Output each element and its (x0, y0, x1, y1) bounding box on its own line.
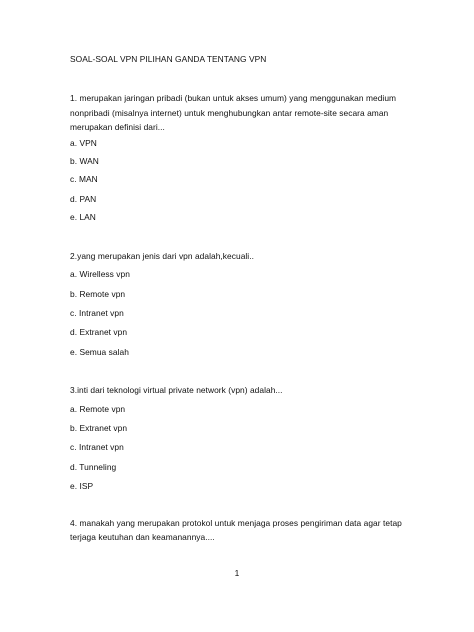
question-2-option-e: e. Semua salah (70, 347, 129, 357)
question-1-option-a: a. VPN (70, 138, 97, 148)
question-3-option-e: e. ISP (70, 481, 94, 491)
question-2-option-a: a. Wirelless vpn (70, 269, 130, 279)
question-1-option-b: b. WAN (70, 156, 99, 166)
question-1-option-e: e. LAN (70, 212, 96, 222)
question-4-line-2: terjaga keutuhan dan keamanannya.... (70, 532, 215, 542)
question-3-option-d: d. Tunneling (70, 462, 117, 472)
question-1-option-c: c. MAN (70, 174, 98, 184)
page-number: 1 (234, 568, 240, 578)
question-4-line-1: 4. manakah yang merupakan protokol untuk menjaga proses pengiriman data agar tetap (70, 518, 402, 528)
question-2-line-1: 2.yang merupakan jenis dari vpn adalah,kecuali.. (70, 251, 254, 261)
question-3-line-1: 3.inti dari teknologi virtual private network (vpn) adalah... (70, 385, 283, 395)
question-1-option-d: d. PAN (70, 194, 97, 204)
question-2-option-c: c. Intranet vpn (70, 308, 124, 318)
question-2-option-b: b. Remote vpn (70, 289, 126, 299)
question-3-option-a: a. Remote vpn (70, 404, 126, 414)
question-2-option-d: d. Extranet vpn (70, 327, 128, 337)
question-1-line-2: nonpribadi (misalnya internet) untuk menghubungkan antar remote-site secara aman (70, 108, 389, 118)
document-title: SOAL-SOAL VPN PILIHAN GANDA TENTANG VPN (70, 54, 267, 64)
question-3-option-c: c. Intranet vpn (70, 442, 124, 452)
question-1-line-1: 1. merupakan jaringan pribadi (bukan untuk akses umum) yang menggunakan medium (70, 93, 397, 103)
question-3-option-b: b. Extranet vpn (70, 423, 128, 433)
question-1-line-3: merupakan definisi dari... (70, 122, 165, 132)
